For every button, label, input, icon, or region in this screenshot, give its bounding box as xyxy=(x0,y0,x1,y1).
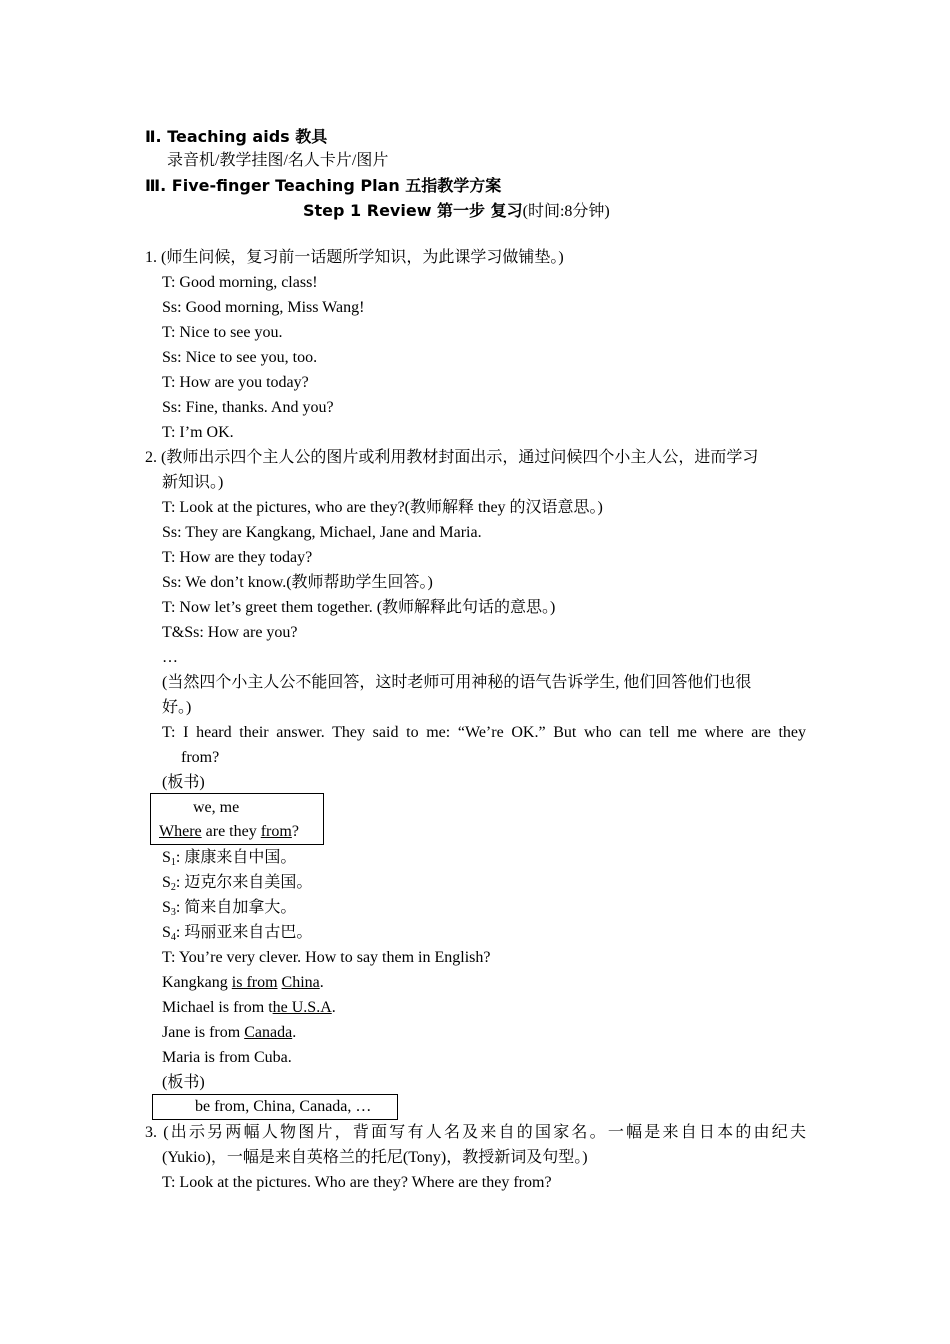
student-label: S xyxy=(162,874,171,891)
underlined-word: Canada xyxy=(244,1024,293,1041)
teacher-note-continued: 好。) xyxy=(162,699,192,716)
student-answer xyxy=(162,923,312,948)
step-title: Step 1 Review 第一步 复习 xyxy=(303,201,523,220)
teaching-aids-list: 录音机/教学挂图/名人卡片/图片 xyxy=(167,152,389,169)
ellipsis-line: … xyxy=(162,649,178,666)
underlined-word: Where xyxy=(159,823,202,840)
sentence-text: Jane is from xyxy=(162,1024,245,1041)
dialogue-line: Ss: Fine, thanks. And you? xyxy=(162,399,334,416)
dialogue-line: T: Now let’s greet them together. (教师解释此句话的意思。) xyxy=(162,599,556,616)
part1-intro: 1. (师生问候，复习前一话题所学知识，为此课学习做铺垫。) xyxy=(145,249,564,266)
student-label: S xyxy=(162,924,171,941)
dialogue-line: T: Nice to see you. xyxy=(162,324,283,341)
underlined-word: China xyxy=(281,974,320,991)
sentence-text: Michael is from t xyxy=(162,999,273,1016)
sentence-text: . xyxy=(292,1024,297,1041)
dialogue-line: T&Ss: How are you? xyxy=(162,624,298,641)
board-line: be from, China, Canada, … xyxy=(195,1098,372,1115)
section-title: . Five-finger Teaching Plan 五指教学方案 xyxy=(160,176,502,195)
student-label: S xyxy=(162,899,171,916)
answer-text: : 迈克尔来自美国。 xyxy=(175,874,313,891)
part2-intro-continued: 新知识。) xyxy=(162,474,224,491)
student-number: 1 xyxy=(170,857,176,868)
student-answer xyxy=(162,873,312,898)
answer-text: : 玛丽亚来自古巴。 xyxy=(175,924,313,941)
board-question xyxy=(159,822,299,842)
blackboard-box xyxy=(152,1094,398,1120)
dialogue-line: Ss: They are Kangkang, Michael, Jane and Maria. xyxy=(162,524,482,541)
student-number: 2 xyxy=(170,882,176,893)
blackboard-box xyxy=(150,793,324,845)
example-sentence xyxy=(162,1023,296,1043)
answer-text: : 康康来自中国。 xyxy=(175,849,297,866)
teacher-line: T: Look at the pictures. Who are they? Where are they from? xyxy=(162,1174,552,1191)
dialogue-line: T: How are you today? xyxy=(162,374,309,391)
example-sentence xyxy=(162,998,336,1018)
student-number: 4 xyxy=(170,932,176,943)
board-line: we, me xyxy=(193,799,240,816)
student-answer xyxy=(162,898,296,923)
underlined-phrase: is from xyxy=(231,974,278,991)
teacher-line: T: You’re very clever. How to say them in English? xyxy=(162,949,491,966)
dialogue-line: Ss: Nice to see you, too. xyxy=(162,349,318,366)
board-text: are they xyxy=(201,823,261,840)
dialogue-line: Ss: Good morning, Miss Wang! xyxy=(162,299,365,316)
student-answer xyxy=(162,848,296,873)
section-heading-teaching-plan xyxy=(145,176,501,196)
sentence-text: . xyxy=(331,999,336,1016)
student-label: S xyxy=(162,849,171,866)
section-numeral: Ⅱ xyxy=(145,127,156,146)
underlined-phrase: he U.S.A xyxy=(272,999,332,1016)
dialogue-line: T: I’m OK. xyxy=(162,424,234,441)
teacher-note: (当然四个小主人公不能回答，这时老师可用神秘的语气告诉学生, 他们回答他们也很 xyxy=(162,674,752,691)
teacher-line: T: I heard their answer. They said to me: “We’re OK.” But who can tell me where are they xyxy=(162,724,806,741)
board-label: (板书) xyxy=(162,774,205,791)
section-heading-teaching-aids xyxy=(145,127,327,147)
dialogue-line: T: Look at the pictures, who are they?(教师解释 they 的汉语意思。) xyxy=(162,499,603,516)
board-label: (板书) xyxy=(162,1074,205,1091)
dialogue-line: T: How are they today? xyxy=(162,549,313,566)
student-number: 3 xyxy=(170,907,176,918)
example-sentence xyxy=(162,973,324,993)
dialogue-line: Ss: We don’t know.(教师帮助学生回答。) xyxy=(162,574,433,591)
section-title: . Teaching aids 教具 xyxy=(155,127,328,146)
answer-text: : 简来自加拿大。 xyxy=(175,899,297,916)
teacher-line-continued: from? xyxy=(181,749,220,766)
example-sentence: Maria is from Cuba. xyxy=(162,1049,292,1066)
section-numeral: Ⅲ xyxy=(145,176,161,195)
board-text: ? xyxy=(291,823,299,840)
part2-intro: 2. (教师出示四个主人公的图片或利用教材封面出示，通过问候四个小主人公，进而学习 xyxy=(145,449,759,466)
part3-intro-continued: (Yukio)，一幅是来自英格兰的托尼(Tony)，教授新词及句型。) xyxy=(162,1149,588,1166)
underlined-word: from xyxy=(260,823,292,840)
sentence-text: Kangkang xyxy=(162,974,232,991)
step-heading xyxy=(303,201,610,222)
dialogue-line: T: Good morning, class! xyxy=(162,274,318,291)
sentence-text: . xyxy=(319,974,324,991)
step-time: (时间:8分钟) xyxy=(522,203,610,220)
part3-intro: 3. (出示另两幅人物图片，背面写有人名及来自的国家名。一幅是来自日本的由纪夫 xyxy=(145,1124,806,1141)
